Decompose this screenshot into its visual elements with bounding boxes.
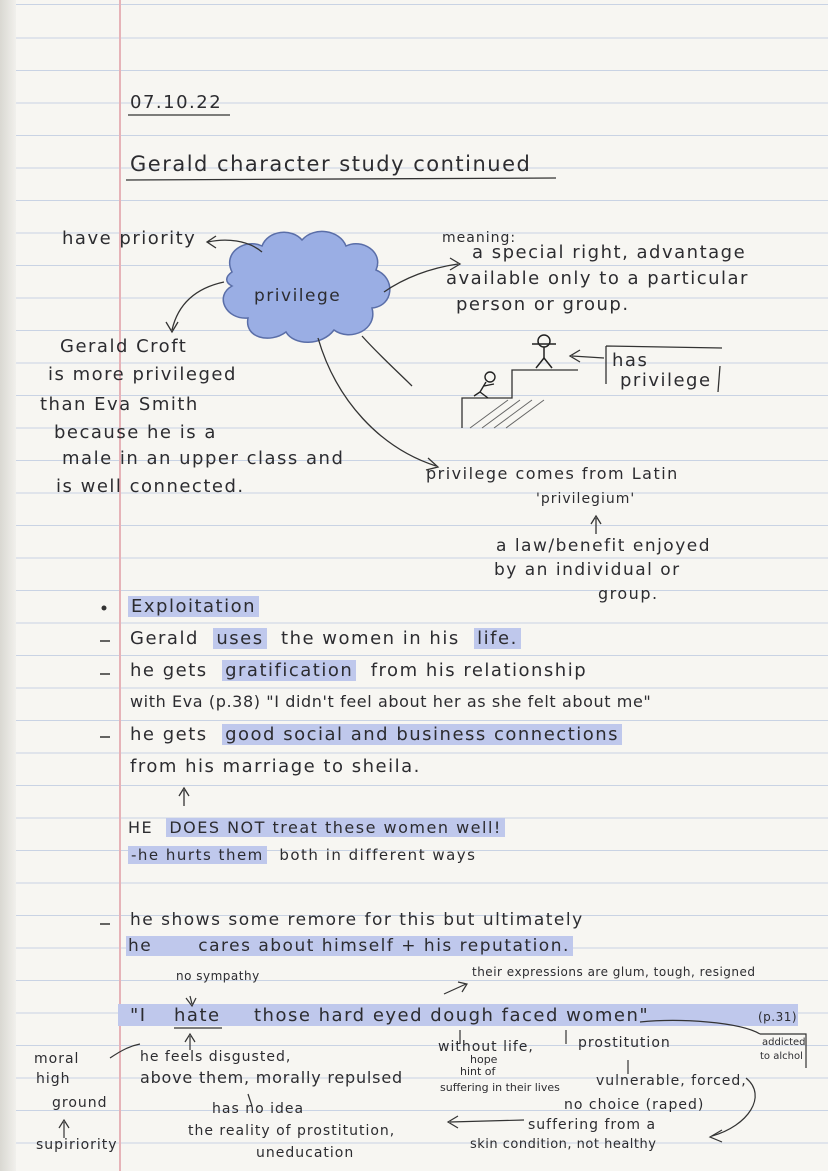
latin-meaning-3: group. — [598, 584, 659, 603]
bullet-line-3: with Eva (p.38) "I didn't feel about her as she felt about me" — [130, 692, 652, 711]
exploitation-heading: Exploitation — [128, 596, 259, 617]
gerald-note-2: is more privileged — [48, 364, 237, 385]
date-text: 07.10.22 — [130, 92, 223, 113]
addicted-note-1: addicted — [762, 1037, 806, 1048]
arrow-to-stairs — [362, 336, 412, 386]
bullet-line-5: from his marriage to sheila. — [130, 756, 421, 777]
quote-open: "I — [130, 1005, 147, 1026]
suffering-from-2: skin condition, not healthy — [470, 1137, 657, 1152]
arrow-to-etymology — [318, 338, 436, 466]
gerald-note-5: male in an upper class and — [62, 448, 345, 469]
meaning-line-3: person or group. — [456, 294, 630, 315]
addicted-note-2: to alchol — [760, 1051, 803, 1062]
high-note: high — [36, 1071, 71, 1087]
vulnerable-note: vulnerable, forced, — [596, 1073, 747, 1089]
arrow-moral — [110, 1044, 140, 1058]
bullet-line-4: he gets good social and business connections — [130, 726, 622, 744]
gerald-note-3: than Eva Smith — [40, 394, 199, 415]
no-choice-note: no choice (raped) — [564, 1097, 705, 1113]
bullet-line-6: HE DOES NOT treat these women well! — [128, 820, 505, 836]
latin-meaning-2: by an individual or — [494, 560, 681, 580]
meaning-line-2: available only to a particular — [446, 268, 749, 289]
bullet-line-2: he gets gratification from his relationship — [130, 660, 588, 681]
has-text: has — [612, 350, 649, 371]
superiority-note: supiriority — [36, 1137, 118, 1153]
etymology-line-1: privilege comes from Latin — [426, 464, 679, 483]
page-title: Gerald character study continued — [130, 152, 532, 176]
arrow-suffering — [450, 1120, 524, 1122]
bullet-dot — [102, 606, 107, 611]
gerald-note-6: is well connected. — [56, 476, 245, 497]
has-no-idea-note: has no idea — [212, 1101, 305, 1117]
cloud-word: privilege — [254, 286, 342, 306]
suffering-from-1: suffering from a — [528, 1117, 657, 1133]
reality-note: the reality of prostitution, — [188, 1123, 396, 1139]
bullet-line-1: Gerald uses the women in his life. — [130, 630, 521, 648]
hint-of-note: hint of — [460, 1065, 496, 1078]
stairs-drawing — [462, 370, 578, 428]
bullet-line-9: he cares about himself + his reputation. — [126, 938, 573, 955]
quote-page: (p.31) — [758, 1010, 798, 1024]
moral-note: moral — [34, 1051, 80, 1067]
prostitution-note: prostitution — [578, 1035, 671, 1051]
stick-figure-climbing — [474, 372, 495, 398]
title-underline — [126, 178, 556, 180]
above-them-note: above them, morally repulsed — [140, 1068, 403, 1087]
etymology-line-2: 'privilegium' — [536, 491, 636, 507]
arrow-to-gerald — [172, 282, 224, 330]
meaning-line-1: a special right, advantage — [472, 242, 747, 263]
suffering-lives-note: suffering in their lives — [440, 1081, 560, 1094]
ground-note: ground — [52, 1095, 108, 1111]
gerald-note-4: because he is a — [54, 422, 217, 443]
privilege-label: privilege — [620, 370, 712, 391]
gerald-note-1: Gerald Croft — [60, 336, 188, 357]
bullet-line-8: he shows some remore for this but ultimately — [130, 910, 584, 930]
hope-note: hope — [470, 1053, 498, 1066]
no-sympathy-note: no sympathy — [176, 969, 260, 983]
have-priority-text: have priority — [62, 228, 197, 249]
quote-hate: hate — [174, 1005, 221, 1026]
without-life-note: without life, — [438, 1039, 534, 1055]
latin-meaning-1: a law/benefit enjoyed — [496, 536, 712, 556]
bullet-line-7: -he hurts them both in different ways — [128, 848, 477, 863]
arrow-expressions — [444, 984, 466, 994]
quote-rest: those hard eyed dough faced women" — [254, 1005, 650, 1026]
stick-figure-top — [532, 335, 556, 368]
he-feels-note: he feels disgusted, — [140, 1049, 292, 1065]
expressions-note: their expressions are glum, tough, resigned — [472, 965, 756, 979]
uneducation-note: uneducation — [256, 1145, 355, 1161]
meaning-label: meaning: — [442, 230, 517, 246]
